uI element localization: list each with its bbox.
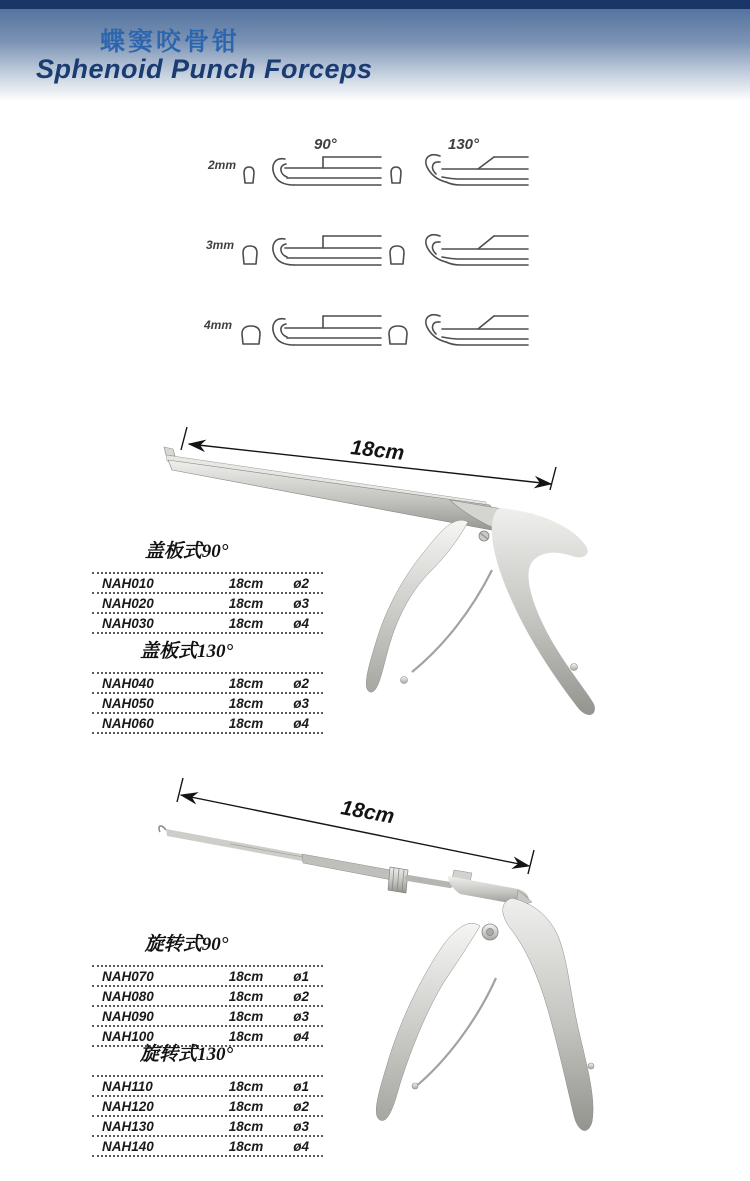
table-row — [92, 967, 323, 987]
length-value: 18cm — [228, 1118, 264, 1134]
length-value: 18cm — [228, 1138, 264, 1154]
length-value: 18cm — [228, 1098, 264, 1114]
product-table-rotating-130 — [92, 1039, 323, 1157]
diameter-value: ø4 — [293, 615, 309, 631]
product-code: NAH140 — [102, 1138, 154, 1154]
table-row — [92, 574, 323, 594]
diameter-value: ø2 — [293, 988, 309, 1004]
diameter-value: ø2 — [293, 675, 309, 691]
length-value: 18cm — [228, 615, 264, 631]
diameter-value: ø1 — [293, 1078, 309, 1094]
table-body — [92, 672, 323, 734]
product-code: NAH010 — [102, 575, 154, 591]
tip-profile-90deg-4mm-drawing — [233, 306, 383, 358]
table-title: 旋转式90° — [144, 934, 229, 955]
angle-label-130: 130° — [448, 136, 480, 153]
product-table-cover-90 — [92, 536, 323, 634]
table-title: 旋转式130° — [139, 1044, 234, 1065]
dimension-label: 18cm — [349, 436, 406, 465]
table-row — [92, 694, 323, 714]
length-value: 18cm — [228, 988, 264, 1004]
dimension-label: 18cm — [339, 796, 397, 829]
product-code: NAH060 — [102, 715, 154, 731]
table-title: 盖板式90° — [144, 541, 229, 562]
length-value: 18cm — [228, 595, 264, 611]
angle-label-90: 90° — [314, 136, 337, 153]
tip-profile-90deg-3mm-drawing — [233, 226, 383, 278]
table-row — [92, 594, 323, 614]
length-value: 18cm — [228, 1078, 264, 1094]
diameter-value: ø3 — [293, 1118, 309, 1134]
tip-profile-130deg-2mm-drawing — [380, 146, 530, 198]
product-code: NAH020 — [102, 595, 154, 611]
length-value: 18cm — [228, 1028, 264, 1044]
table-row — [92, 714, 323, 734]
product-code: NAH080 — [102, 988, 154, 1004]
table-title: 盖板式130° — [139, 641, 234, 662]
size-label-2mm: 2mm — [208, 158, 237, 172]
length-value: 18cm — [228, 968, 264, 984]
product-code: NAH130 — [102, 1118, 154, 1134]
tip-profile-130deg-4mm-drawing — [380, 306, 530, 358]
product-code: NAH030 — [102, 615, 154, 631]
length-value: 18cm — [228, 715, 264, 731]
table-row — [92, 1097, 323, 1117]
product-code: NAH100 — [102, 1028, 154, 1044]
length-value: 18cm — [228, 575, 264, 591]
table-row — [92, 614, 323, 634]
tip-profile-130deg-3mm-drawing — [380, 226, 530, 278]
table-row — [92, 1137, 323, 1157]
page-title-chinese: 蝶窦咬骨钳 — [100, 28, 241, 56]
diameter-value: ø2 — [293, 575, 309, 591]
diameter-value: ø1 — [293, 968, 309, 984]
table-body — [92, 572, 323, 634]
diameter-value: ø3 — [293, 1008, 309, 1024]
table-body — [92, 1075, 323, 1157]
product-code: NAH090 — [102, 1008, 154, 1024]
diameter-value: ø4 — [293, 715, 309, 731]
dimension-line-18cm — [177, 778, 534, 874]
table-body — [92, 965, 323, 1047]
length-value: 18cm — [228, 695, 264, 711]
length-value: 18cm — [228, 1008, 264, 1024]
table-row — [92, 674, 323, 694]
header-top-bar — [0, 0, 750, 9]
product-code: NAH070 — [102, 968, 154, 984]
product-code: NAH050 — [102, 695, 154, 711]
product-code: NAH110 — [102, 1078, 153, 1094]
size-label-4mm: 4mm — [204, 318, 233, 332]
length-value: 18cm — [228, 675, 264, 691]
diameter-value: ø4 — [293, 1138, 309, 1154]
page-title-english: Sphenoid Punch Forceps — [36, 54, 373, 84]
table-row — [92, 1117, 323, 1137]
table-row — [92, 1077, 323, 1097]
table-row — [92, 1007, 323, 1027]
product-code: NAH040 — [102, 675, 154, 691]
product-code: NAH120 — [102, 1098, 154, 1114]
size-label-3mm: 3mm — [206, 238, 235, 252]
product-table-rotating-90 — [92, 929, 323, 1047]
diameter-value: ø2 — [293, 1098, 309, 1114]
tip-profile-90deg-2mm-drawing — [233, 146, 383, 198]
table-row — [92, 987, 323, 1007]
diameter-value: ø3 — [293, 595, 309, 611]
diameter-value: ø3 — [293, 695, 309, 711]
product-table-cover-130 — [92, 636, 323, 734]
diameter-value: ø4 — [293, 1028, 309, 1044]
